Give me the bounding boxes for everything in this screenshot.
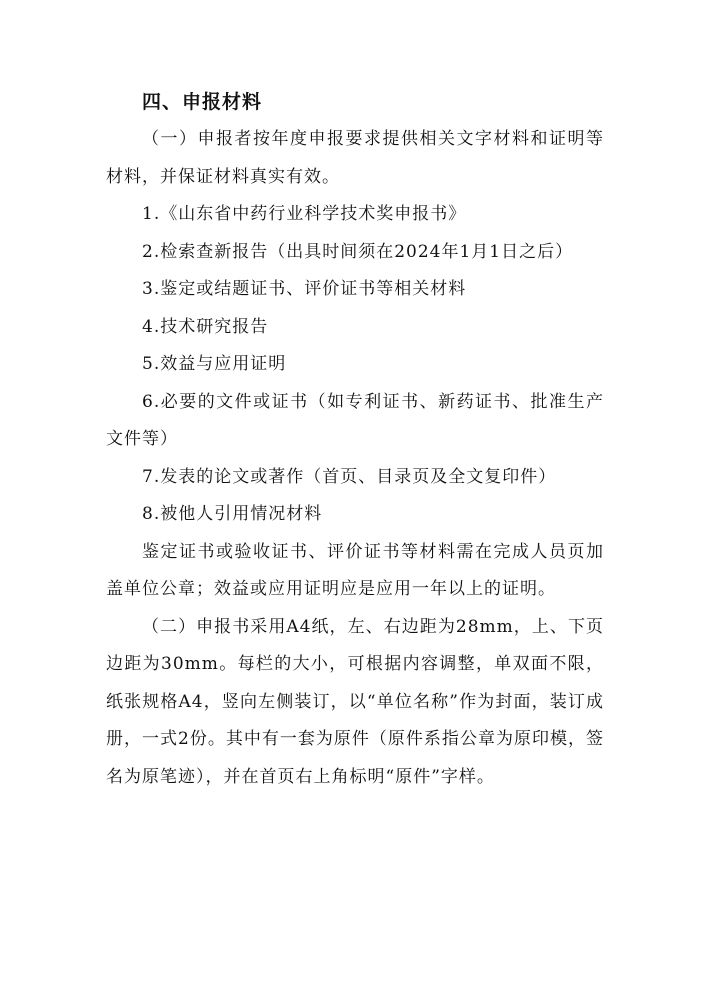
list-item: 2.检索查新报告（出具时间须在2024年1月1日之后） bbox=[142, 241, 574, 262]
list-item: 8.被他人引用情况材料 bbox=[142, 504, 323, 524]
document-body bbox=[106, 84, 604, 796]
list-item: 5.效益与应用证明 bbox=[142, 354, 287, 374]
list-item: 7.发表的论文或著作（首页、目录页及全文复印件） bbox=[142, 466, 557, 487]
list-item: 3.鉴定或结题证书、评价证书等相关材料 bbox=[142, 279, 467, 299]
section2-paragraph: （二）申报书采用A4纸，左、右边距为28mm，上、下页边距为30mm。每栏的大小，可根据内容调整，单双面不限，纸张规格A4，竖向左侧装订，以“单位名称”作为封面，装订成册，一式2份。其中有一套为原件（原件系指公章为原印模，签名为原笔迹），并在首页右上角标明“原件”字样。 bbox=[106, 616, 604, 787]
section-heading: 四、申报材料 bbox=[142, 91, 263, 113]
section1-intro: （一）申报者按年度申报要求提供相关文字材料和证明等材料，并保证材料真实有效。 bbox=[106, 129, 604, 187]
section1-note: 鉴定证书或验收证书、评价证书等材料需在完成人员页加盖单位公章；效益或应用证明应是应用一年以上的证明。 bbox=[106, 541, 604, 599]
list-item: 1.《山东省中药行业科学技术奖申报书》 bbox=[142, 204, 467, 224]
list-item: 6.必要的文件或证书（如专利证书、新药证书、批准生产文件等） bbox=[106, 391, 604, 449]
list-item: 4.技术研究报告 bbox=[142, 316, 269, 337]
